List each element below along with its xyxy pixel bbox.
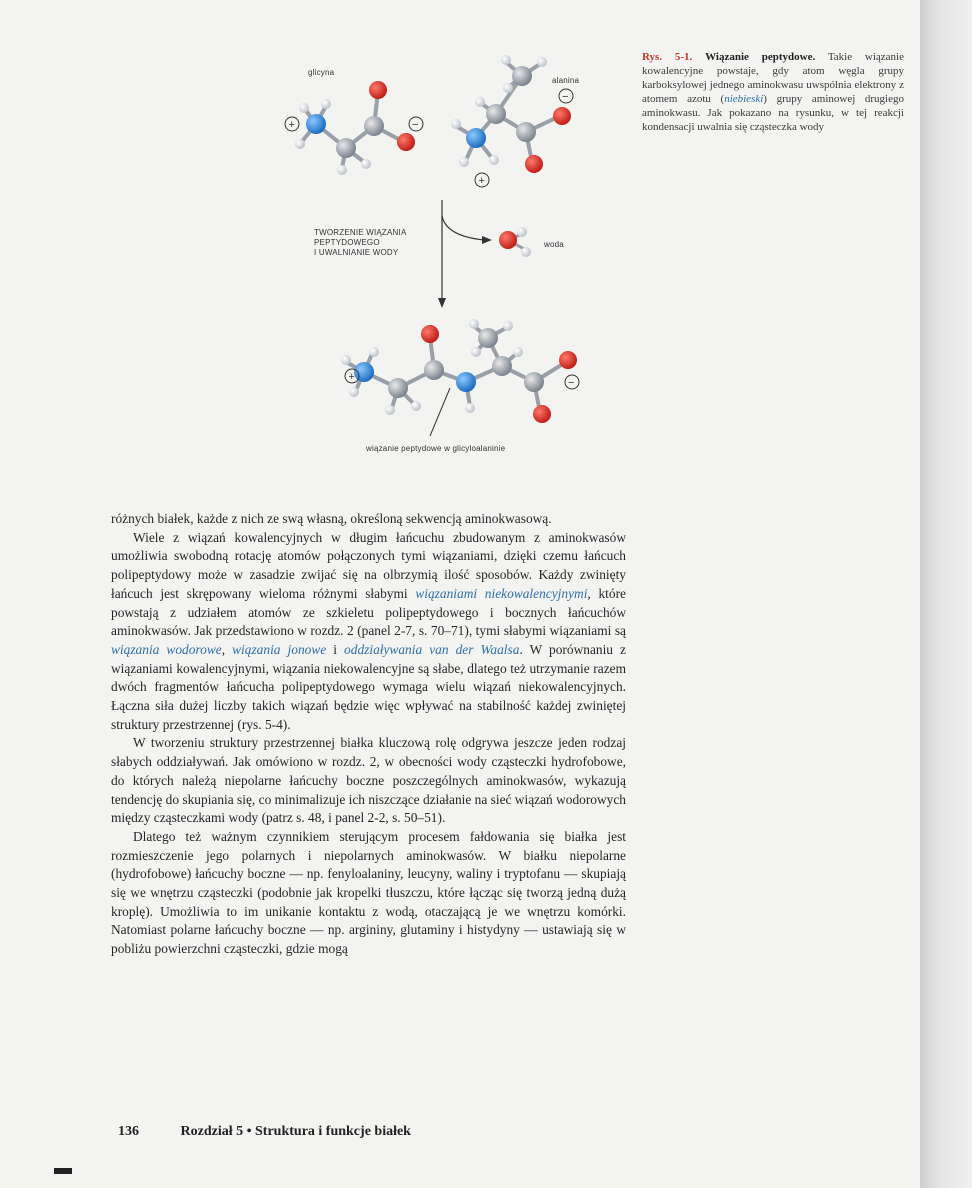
paragraph-1: różnych białek, każde z nich ze swą własną, określoną sekwencją aminokwasową. (111, 511, 552, 526)
glycylalanine-molecule (346, 326, 566, 412)
term-noncovalent-bonds: wiązaniami niekowalencyjnymi (415, 585, 588, 601)
reaction-arrowhead-down (438, 298, 446, 308)
water-molecule (499, 227, 531, 257)
label-water: woda (544, 240, 564, 249)
paragraph-4: Dlatego też ważnym czynnikiem sterującym procesem fałdowania się białka jest rozmieszczenie jego polarnych i niepolarnych aminokwasów. W białku niepolarne (hydrofobowe) łańcuchy boczne — np. fenyloalaniny, leucyny, waliny i tryptofanu — skupiają się we wnętrzu cząsteczki (podobnie jak kropelki tłuszczu, które łącząc się tworzą jedną dużą kroplę). Umożliwia to im unikanie kontaktu z wodą, otaczającą je we wnętrzu komórki. Natomiast polarne łańcuchy boczne — np. argininy, glutaminy i histydyny — ustawiają się w pobliżu powierzchni cząsteczki, gdzie mogą (111, 828, 626, 957)
label-reaction-line-2: PEPTYDOWEGO (314, 238, 380, 247)
running-footer-chapter: Rozdział 5 • Struktura i funkcje białek (180, 1124, 411, 1139)
alanine-plus-sign: + (478, 175, 485, 187)
label-glycine: glicyna (308, 68, 335, 77)
term-van-der-waals: oddziaływania van der Waalsa (344, 641, 520, 657)
paragraph-3: W tworzeniu struktury przestrzennej białka kluczową rolę odgrywa jeszcze jeden rodzaj słabych oddziaływań. Jak omówiono w rozdz. 2, w obecności wody cząsteczki hydrofobowe, do których należą niepolarne łańcuchy boczne poszczególnych aminokwasów, wykazują tendencję do skupiania się, co minimalizuje ich niszczące działanie na sieć wiązań wodorowych między cząsteczkami wody (patrz s. 48, i panel 2-2, s. 50–51). (111, 735, 626, 826)
bond-pointer-line (430, 388, 450, 436)
glycylalanine-plus-sign: + (348, 371, 355, 383)
main-text (111, 510, 626, 959)
figure-caption (642, 50, 904, 134)
term-ionic-bonds: wiązania jonowe (232, 641, 327, 657)
reaction-arrow (442, 200, 484, 302)
glycine-minus-sign: − (412, 119, 419, 131)
caption-figure-id: Rys. 5-1. (642, 51, 693, 63)
caption-title: Wiązanie peptydowe. (705, 51, 816, 63)
scan-edge (920, 0, 972, 1188)
glycylalanine-atoms (341, 319, 577, 423)
label-alanine: alanina (552, 76, 580, 85)
term-hydrogen-bonds: wiązania wodorowe (111, 641, 222, 657)
reaction-arrowhead-right (482, 236, 492, 244)
glycine-charges (285, 117, 423, 131)
glycine-atoms (295, 81, 415, 175)
paragraph-2-part-e: . W porównaniu z wiązaniami kowalencyjnymi, wiązania niekowalencyjne są słabe, dlatego też utrzymanie razem dwóch fragmentów łańcucha polipeptydowego wymaga wielu wiązań niekowalencyjnych. Łączna siła dużej liczby takich wiązań będzie więc wpływać na stabilność każdej zwiniętej struktury przestrzennej (rys. 5-4). (111, 641, 626, 732)
glycine-plus-sign: + (288, 119, 295, 131)
peptide-bond-figure (270, 40, 620, 470)
label-reaction-line-3: I UWALNIANIE WODY (314, 248, 399, 257)
alanine-minus-sign: − (562, 91, 569, 103)
paragraph-2-part-c: , (221, 641, 233, 657)
paragraph-2 (111, 529, 626, 735)
label-reaction-line-1: TWORZENIE WIĄZANIA (314, 228, 407, 237)
page-footer (118, 1124, 411, 1140)
label-reaction (314, 228, 407, 258)
paragraph-2-part-b: , które powstają z udziałem atomów ze szkieletu polipeptydowego i bocznych łańcuchów aminokwasów. Jak przedstawiono w rozdz. 2 (panel 2-7, s. 70–71), tymi słabymi wiązaniami są (111, 585, 626, 639)
label-peptide-bond: wiązanie peptydowe w glicyloalaninie (366, 444, 506, 453)
glycylalanine-minus-sign: − (568, 377, 575, 389)
caption-text-after: ) grupy aminowej drugiego aminokwasu. Jak pokazano na rysunku, w tej reakcji kondensacji uwalnia się cząsteczka wody (642, 93, 904, 133)
caption-highlight: niebieski (724, 93, 764, 105)
scan-mark (54, 1168, 72, 1174)
caption-text-before: Takie wiązanie kowalencyjne powstaje, gdy atom węgla grupy karboksylowej jednego aminokwasu uwspólnia elektrony z atomem azotu ( (642, 51, 904, 105)
paragraph-2-part-a: Wiele z wiązań kowalencyjnych w długim łańcuchu zbudowanym z aminokwasów umożliwia swobodną rotację atomów połączonych tymi wiązaniami, dzięki czemu łańcuch polipeptydowy może w zasadzie zwijać się na olbrzymią ilość sposobów. Każdy zwinięty łańcuch jest skrępowany wieloma różnymi słabymi (111, 529, 626, 601)
paragraph-2-part-d: i (326, 641, 345, 657)
alanine-molecule (456, 62, 560, 162)
page-number: 136 (118, 1124, 139, 1139)
